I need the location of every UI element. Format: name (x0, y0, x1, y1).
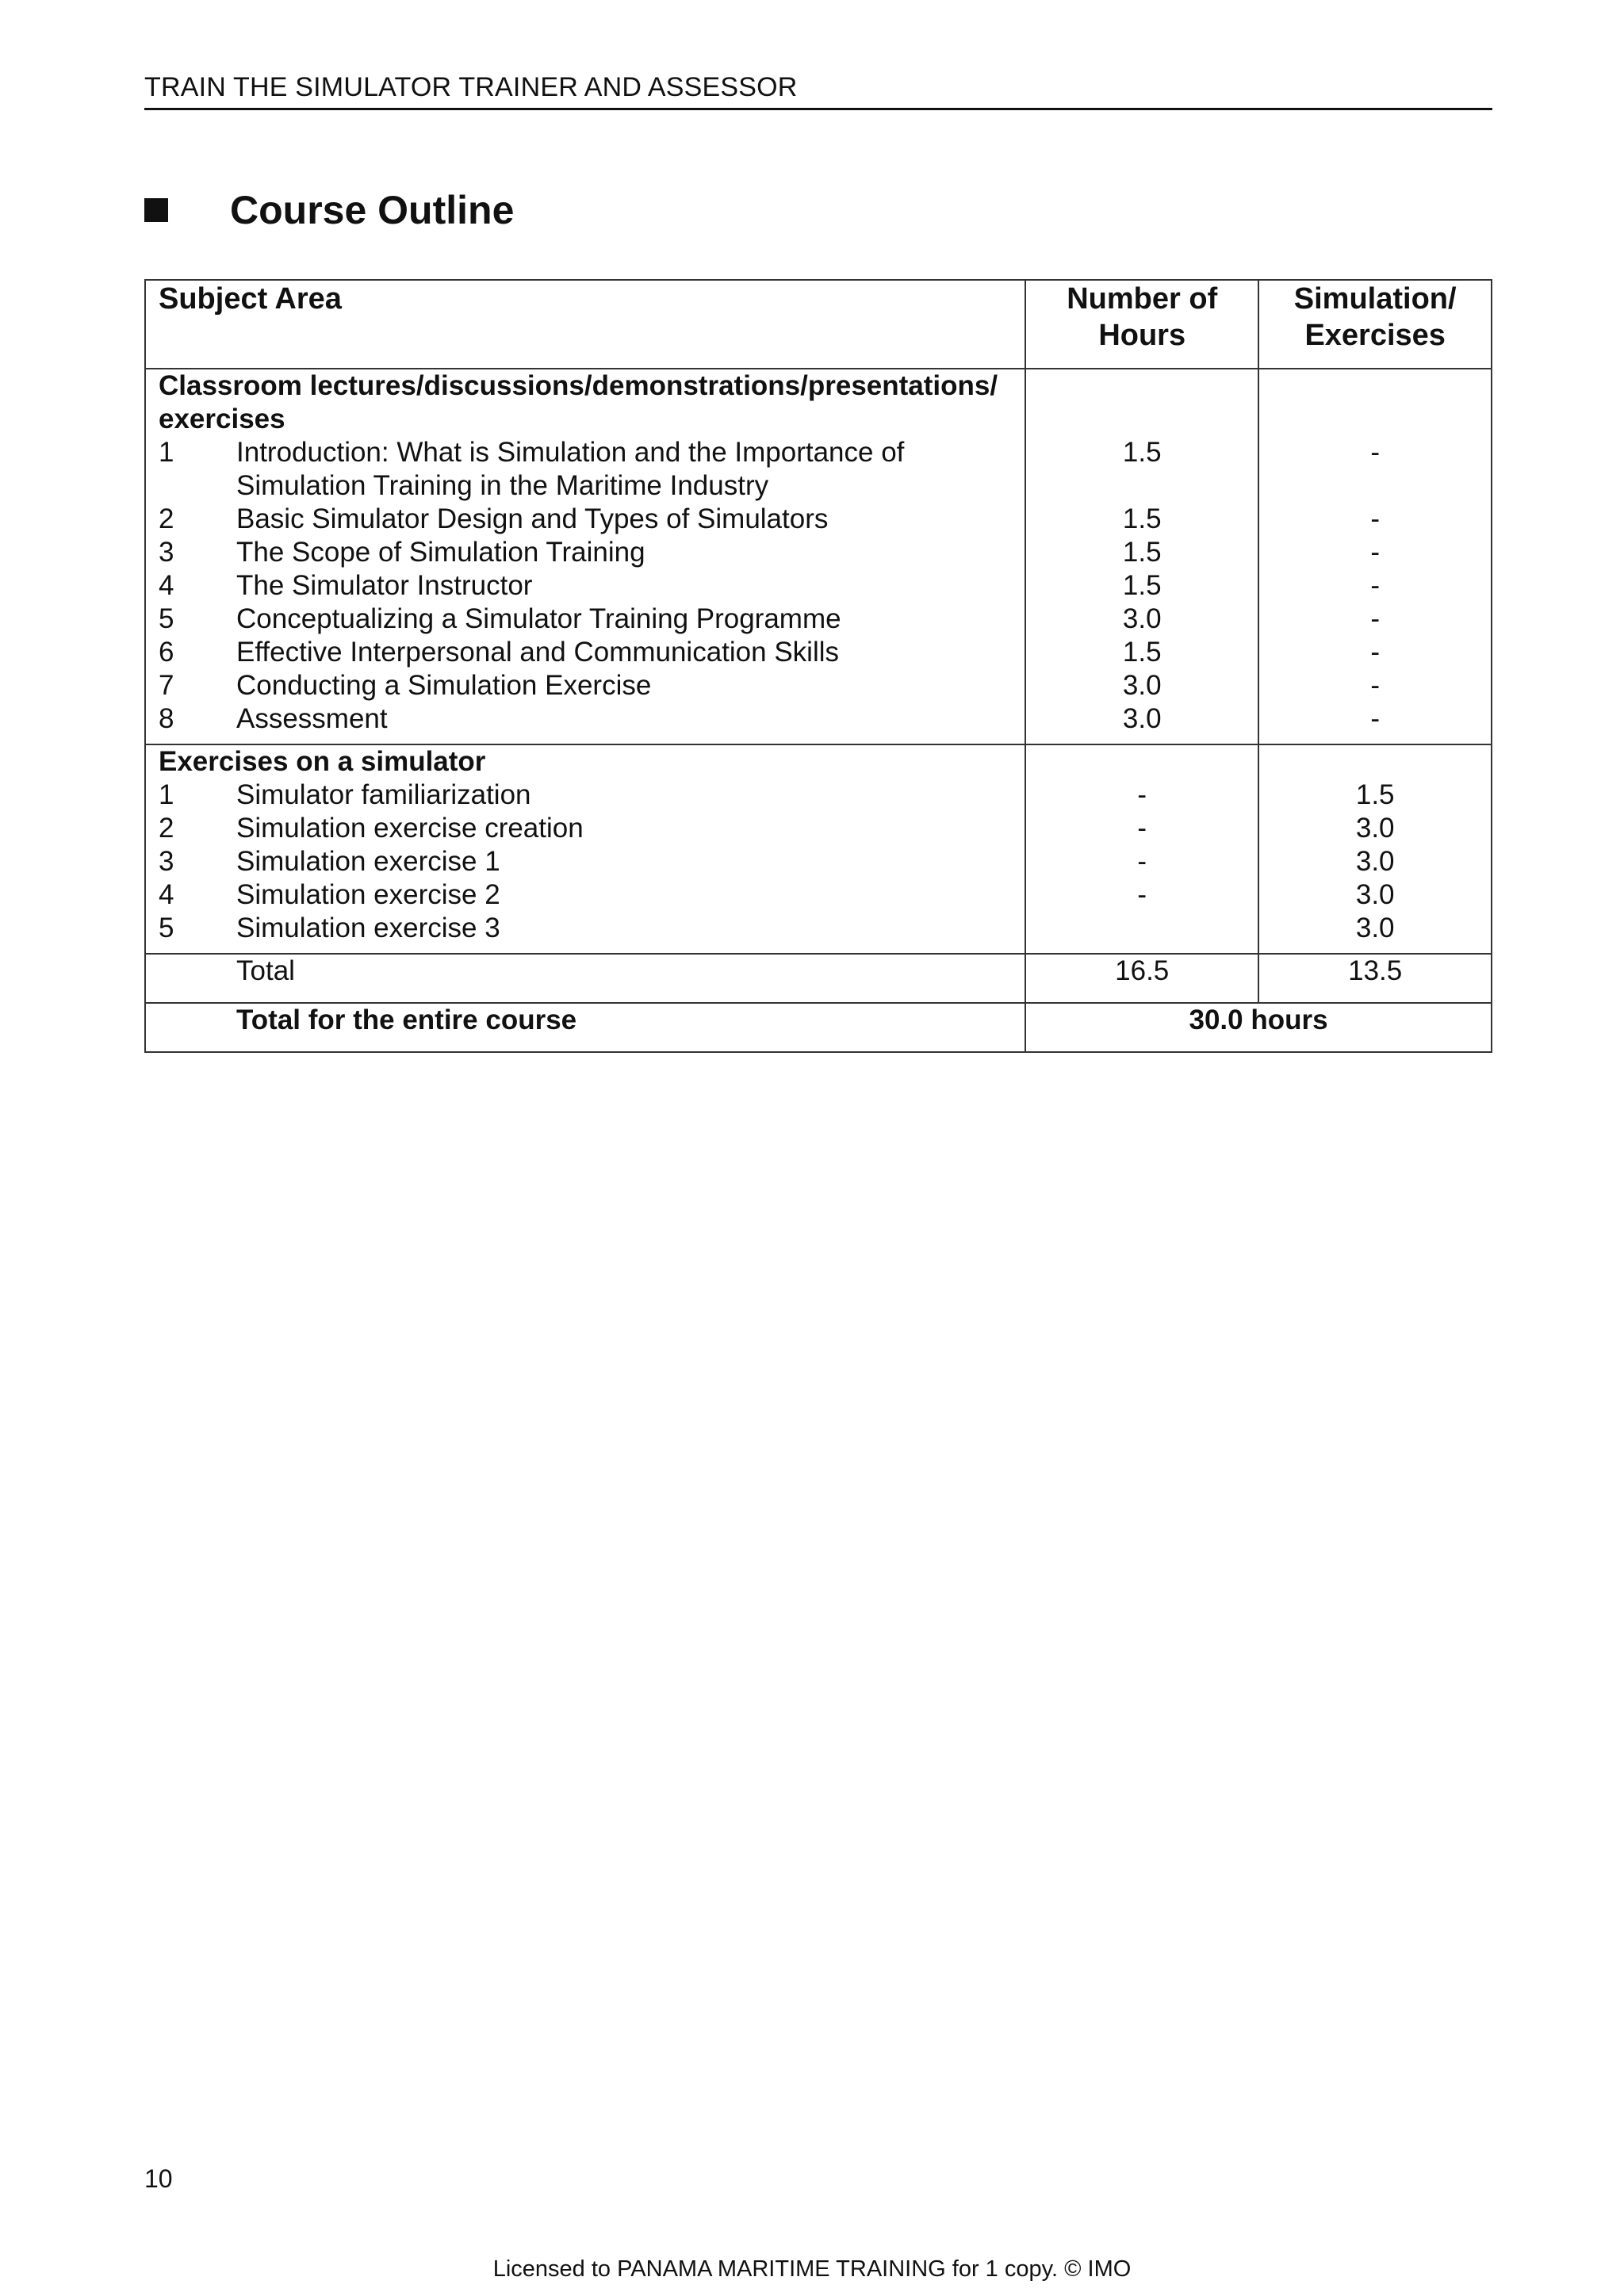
simulation-cell: 3.0 (1258, 912, 1492, 954)
empty-cell (1025, 744, 1258, 779)
item-number: 5 (159, 913, 174, 943)
item-number: 5 (159, 603, 174, 634)
simulation-cell: 3.0 (1258, 845, 1492, 878)
group-header-row (145, 744, 1492, 779)
column-header-simulation: Simulation/ Exercises (1258, 280, 1492, 369)
simulation-cell: - (1258, 436, 1492, 503)
item-text: Basic Simulator Design and Types of Simulators (236, 503, 829, 534)
hours-cell: 1.5 (1025, 536, 1258, 569)
item-number: 6 (159, 637, 174, 668)
subject-cell (145, 436, 1025, 503)
hours-cell: 3.0 (1025, 669, 1258, 702)
simulation-cell: 3.0 (1258, 878, 1492, 912)
subject-cell (145, 779, 1025, 812)
item-text: Conceptualizing a Simulator Training Programme (236, 603, 841, 634)
table-row (145, 878, 1492, 912)
hours-cell: - (1025, 845, 1258, 878)
table-header-row (145, 280, 1492, 369)
page-number: 10 (144, 2164, 173, 2193)
item-number: 3 (159, 846, 174, 877)
subject-cell (145, 669, 1025, 702)
hours-cell: - (1025, 779, 1258, 812)
section-title: Course Outline (230, 188, 515, 232)
item-number: 4 (159, 879, 174, 910)
total-label: Total (145, 954, 1025, 1003)
simulation-cell: - (1258, 536, 1492, 569)
subject-cell (145, 503, 1025, 536)
item-text: Simulation exercise 2 (236, 879, 500, 910)
table-row (145, 779, 1492, 812)
table-row (145, 845, 1492, 878)
running-header-title: TRAIN THE SIMULATOR TRAINER AND ASSESSOR (144, 72, 798, 102)
table-row (145, 812, 1492, 845)
empty-cell (1258, 744, 1492, 779)
square-bullet-icon (144, 198, 168, 222)
column-header-hours: Number of Hours (1025, 280, 1258, 369)
section-heading (144, 186, 514, 234)
item-text: Introduction: What is Simulation and the Importance of Simulation Training in the Maritime Industry (236, 437, 905, 501)
simulation-cell: - (1258, 569, 1492, 603)
course-outline-table (144, 279, 1492, 1053)
item-text: Simulator familiarization (236, 779, 531, 810)
item-number: 8 (159, 703, 174, 734)
item-number: 2 (159, 503, 174, 534)
grand-total-label: Total for the entire course (145, 1003, 1025, 1052)
item-text: The Simulator Instructor (236, 570, 533, 601)
subject-cell (145, 536, 1025, 569)
item-text: Simulation exercise 3 (236, 913, 500, 943)
license-footer: Licensed to PANAMA MARITIME TRAINING for 1 copy. © IMO (492, 2256, 1132, 2282)
item-number: 4 (159, 570, 174, 601)
table-row (145, 436, 1492, 503)
total-simulation: 13.5 (1258, 954, 1492, 1003)
item-text: Simulation exercise creation (236, 813, 584, 844)
hours-cell: 1.5 (1025, 503, 1258, 536)
group-header-row (145, 369, 1492, 436)
item-number: 7 (159, 670, 174, 701)
item-text: Assessment (236, 703, 388, 734)
hours-cell: - (1025, 878, 1258, 912)
hours-cell (1025, 912, 1258, 954)
total-row (145, 954, 1492, 1003)
item-number: 1 (159, 437, 174, 468)
table-row (145, 503, 1492, 536)
table-row (145, 669, 1492, 702)
subject-cell (145, 812, 1025, 845)
simulation-cell: - (1258, 636, 1492, 669)
column-header-subject: Subject Area (145, 280, 1025, 369)
item-number: 3 (159, 537, 174, 568)
empty-cell (1258, 369, 1492, 436)
table-row (145, 603, 1492, 636)
table-row (145, 569, 1492, 603)
hours-cell: 3.0 (1025, 702, 1258, 744)
hours-cell: 3.0 (1025, 603, 1258, 636)
simulation-cell: - (1258, 702, 1492, 744)
total-hours: 16.5 (1025, 954, 1258, 1003)
subject-cell (145, 702, 1025, 744)
table-row (145, 536, 1492, 569)
hours-cell: 1.5 (1025, 636, 1258, 669)
item-number: 1 (159, 779, 174, 810)
table-row (145, 636, 1492, 669)
simulation-cell: - (1258, 669, 1492, 702)
item-number: 2 (159, 813, 174, 844)
simulation-cell: - (1258, 503, 1492, 536)
item-text: The Scope of Simulation Training (236, 537, 645, 568)
header-rule (144, 108, 1492, 110)
hours-cell: 1.5 (1025, 436, 1258, 503)
group-label-classroom: Classroom lectures/discussions/demonstrations/presentations/ exercises (145, 369, 1025, 436)
subject-cell (145, 603, 1025, 636)
simulation-cell: 1.5 (1258, 779, 1492, 812)
grand-total-row (145, 1003, 1492, 1052)
item-text: Effective Interpersonal and Communication Skills (236, 637, 840, 668)
subject-cell (145, 636, 1025, 669)
grand-total-value: 30.0 hours (1025, 1003, 1492, 1052)
empty-cell (1025, 369, 1258, 436)
table-row (145, 912, 1492, 954)
item-text: Conducting a Simulation Exercise (236, 670, 652, 701)
item-text: Simulation exercise 1 (236, 846, 500, 877)
simulation-cell: - (1258, 603, 1492, 636)
subject-cell (145, 878, 1025, 912)
subject-cell (145, 845, 1025, 878)
subject-cell (145, 912, 1025, 954)
table-row (145, 702, 1492, 744)
hours-cell: 1.5 (1025, 569, 1258, 603)
simulation-cell: 3.0 (1258, 812, 1492, 845)
group-label-simulator-exercises: Exercises on a simulator (145, 744, 1025, 779)
hours-cell: - (1025, 812, 1258, 845)
subject-cell (145, 569, 1025, 603)
